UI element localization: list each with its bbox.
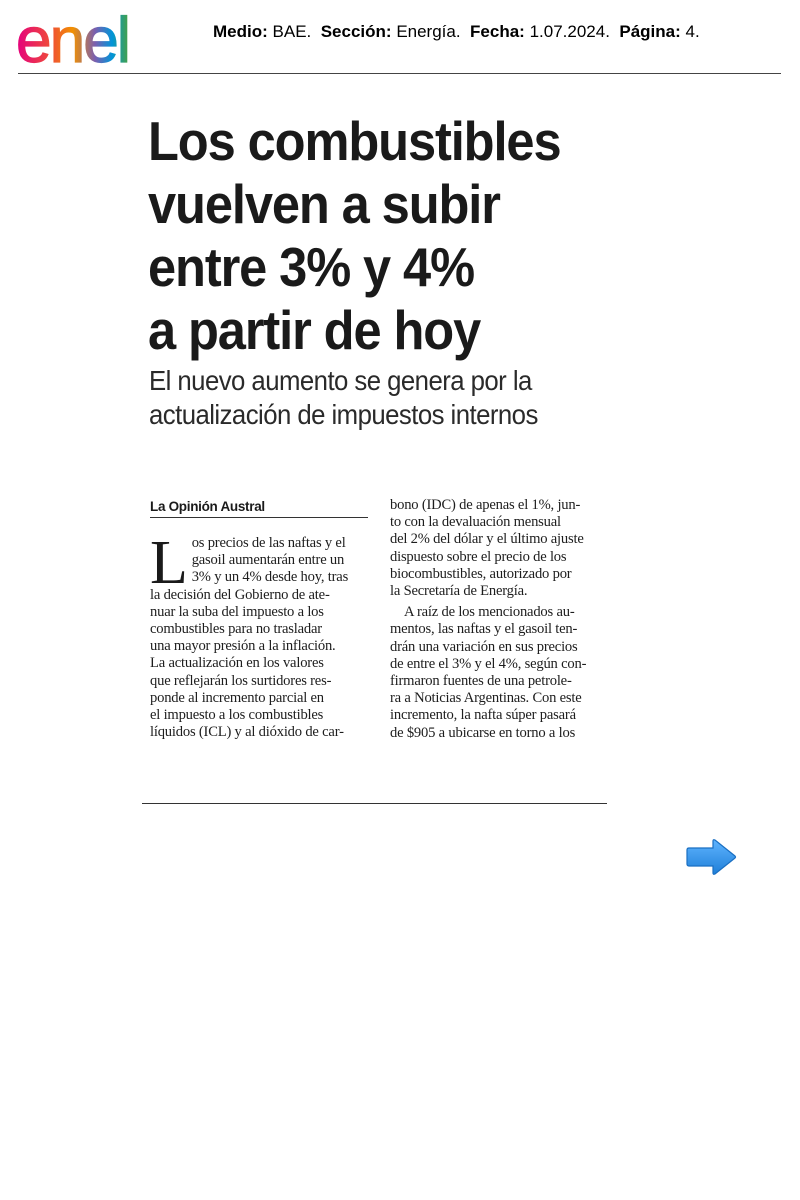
text-line: bono (IDC) de apenas el 1%, jun- (390, 497, 581, 513)
headline-line: entre 3% y 4% (148, 236, 474, 298)
text-line: la Secretaría de Energía. (390, 583, 528, 600)
arrow-right-icon[interactable] (685, 838, 737, 876)
seccion-value: Energía. (396, 22, 461, 41)
text-line: líquidos (ICL) y al dióxido de car- (150, 724, 344, 741)
article-column-right (390, 497, 610, 742)
fecha-label: Fecha: (470, 22, 525, 41)
article-subhead (149, 364, 581, 432)
text-line: to con la devaluación mensual (390, 514, 561, 531)
header-divider (18, 73, 781, 74)
text-line: ra a Noticias Argentinas. Con este (390, 690, 582, 707)
paragraph-2 (390, 604, 610, 742)
pagina-value: 4. (685, 22, 700, 41)
text-line: os precios de las naftas y el (191, 535, 346, 551)
text-line: A raíz de los mencionados au- (404, 604, 575, 621)
enel-logo (16, 8, 180, 70)
headline-line: vuelven a subir (148, 173, 500, 235)
pagina-label: Página: (619, 22, 681, 41)
text-line: de $905 a ubicarse en torno a los (390, 724, 576, 741)
text-line: combustibles para no trasladar (150, 621, 322, 638)
seccion-label: Sección: (320, 22, 392, 41)
text-line: dispuesto sobre el precio de los (390, 548, 567, 565)
drop-cap: L (150, 529, 188, 597)
subhead-line: actualización de impuestos internos (149, 399, 538, 430)
article-bottom-divider (142, 803, 607, 804)
text-line: gasoil aumentarán entre un (191, 552, 345, 569)
headline-line: Los combustibles (148, 110, 561, 172)
paragraph-continuation (390, 497, 610, 600)
text-line: del 2% del dólar y el último ajuste (390, 531, 584, 548)
text-line: 3% y un 4% desde hoy, tras (191, 569, 349, 586)
subhead-line: El nuevo aumento se genera por la (149, 365, 532, 396)
article-headline (148, 110, 580, 362)
text-line: La actualización en los valores (150, 655, 324, 672)
text-line: una mayor presión a la inflación. (150, 638, 336, 655)
article-column-left (150, 529, 370, 741)
article-byline: La Opinión Austral (150, 499, 368, 518)
headline-line: a partir de hoy (148, 299, 481, 361)
text-line: nuar la suba del impuesto a los (150, 603, 324, 620)
header-meta (213, 22, 700, 42)
text-line: drán una variación en sus precios (390, 638, 578, 655)
text-line: biocombustibles, autorizado por (390, 565, 572, 582)
medio-value: BAE. (272, 22, 312, 41)
medio-label: Medio: (213, 22, 268, 41)
text-line: que reflejarán los surtidores res- (150, 672, 332, 689)
text-line: firmaron fuentes de una petrole- (390, 673, 572, 690)
text-line: de entre el 3% y el 4%, según con- (390, 655, 587, 672)
text-line: ponde al incremento parcial en (150, 689, 324, 706)
text-line: la decisión del Gobierno de ate- (150, 586, 330, 603)
text-line: el impuesto a los combustibles (150, 707, 324, 724)
svg-text:enel: enel (16, 8, 129, 70)
text-line: incremento, la nafta súper pasará (390, 707, 576, 724)
text-line: mentos, las naftas y el gasoil ten- (390, 621, 578, 638)
fecha-value: 1.07.2024. (529, 22, 610, 41)
